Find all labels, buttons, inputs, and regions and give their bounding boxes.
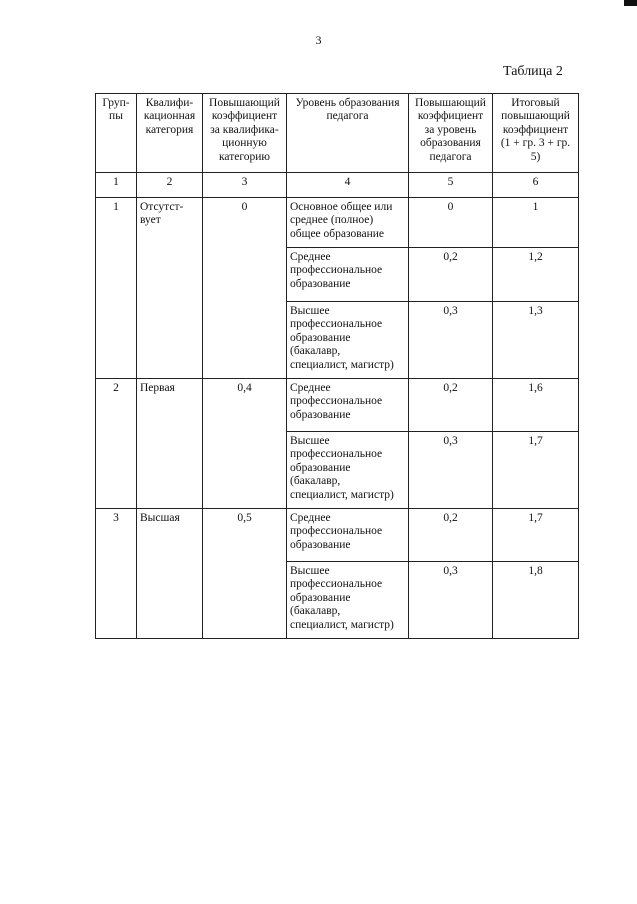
total-coefficient: 1,8 [493, 562, 579, 639]
education-level: Среднее профессиональное образование [287, 379, 409, 432]
category-coefficient: 0 [203, 198, 287, 379]
education-coefficient: 0,2 [409, 379, 493, 432]
education-coefficient: 0 [409, 198, 493, 248]
group-number: 1 [96, 198, 137, 379]
education-level: Высшее профессиональное образование (бакалавр, специалист, магистр) [287, 432, 409, 509]
column-number-row [96, 173, 579, 198]
total-coefficient: 1,2 [493, 248, 579, 302]
qualification-category: Отсутст- вует [137, 198, 203, 379]
education-level: Высшее профессиональное образование (бакалавр, специалист, магистр) [287, 562, 409, 639]
total-coefficient: 1,6 [493, 379, 579, 432]
qualification-category: Высшая [137, 509, 203, 639]
column-number: 4 [287, 173, 409, 198]
column-number: 3 [203, 173, 287, 198]
category-coefficient: 0,4 [203, 379, 287, 509]
education-level: Основное общее или среднее (полное) общее образование [287, 198, 409, 248]
education-coefficient: 0,3 [409, 562, 493, 639]
table-header-row [96, 94, 579, 173]
header-cell: Повышающий коэффициент за уровень образования педагога [409, 94, 493, 173]
table-row [96, 509, 579, 562]
page-number: 3 [315, 33, 322, 47]
group-number: 2 [96, 379, 137, 509]
group-number: 3 [96, 509, 137, 639]
education-coefficient: 0,2 [409, 248, 493, 302]
education-coefficient: 0,3 [409, 302, 493, 379]
education-level: Среднее профессиональное образование [287, 248, 409, 302]
table-caption: Таблица 2 [503, 64, 563, 79]
header-cell: Груп- пы [96, 94, 137, 173]
header-cell: Уровень образования педагога [287, 94, 409, 173]
total-coefficient: 1,7 [493, 432, 579, 509]
education-coefficient: 0,3 [409, 432, 493, 509]
education-coefficient: 0,2 [409, 509, 493, 562]
table-row [96, 379, 579, 432]
total-coefficient: 1 [493, 198, 579, 248]
header-cell: Итоговый повышающий коэффициент (1 + гр. 3 + гр. 5) [493, 94, 579, 173]
coefficient-table [95, 93, 579, 639]
column-number: 1 [96, 173, 137, 198]
column-number: 5 [409, 173, 493, 198]
education-level: Среднее профессиональное образование [287, 509, 409, 562]
column-number: 2 [137, 173, 203, 198]
corner-mark [624, 0, 637, 6]
education-level: Высшее профессиональное образование (бакалавр, специалист, магистр) [287, 302, 409, 379]
qualification-category: Первая [137, 379, 203, 509]
column-number: 6 [493, 173, 579, 198]
total-coefficient: 1,7 [493, 509, 579, 562]
category-coefficient: 0,5 [203, 509, 287, 639]
header-cell: Повышающий коэффициент за квалифика- ционную категорию [203, 94, 287, 173]
total-coefficient: 1,3 [493, 302, 579, 379]
header-cell: Квалифи- кационная категория [137, 94, 203, 173]
table-row [96, 198, 579, 248]
